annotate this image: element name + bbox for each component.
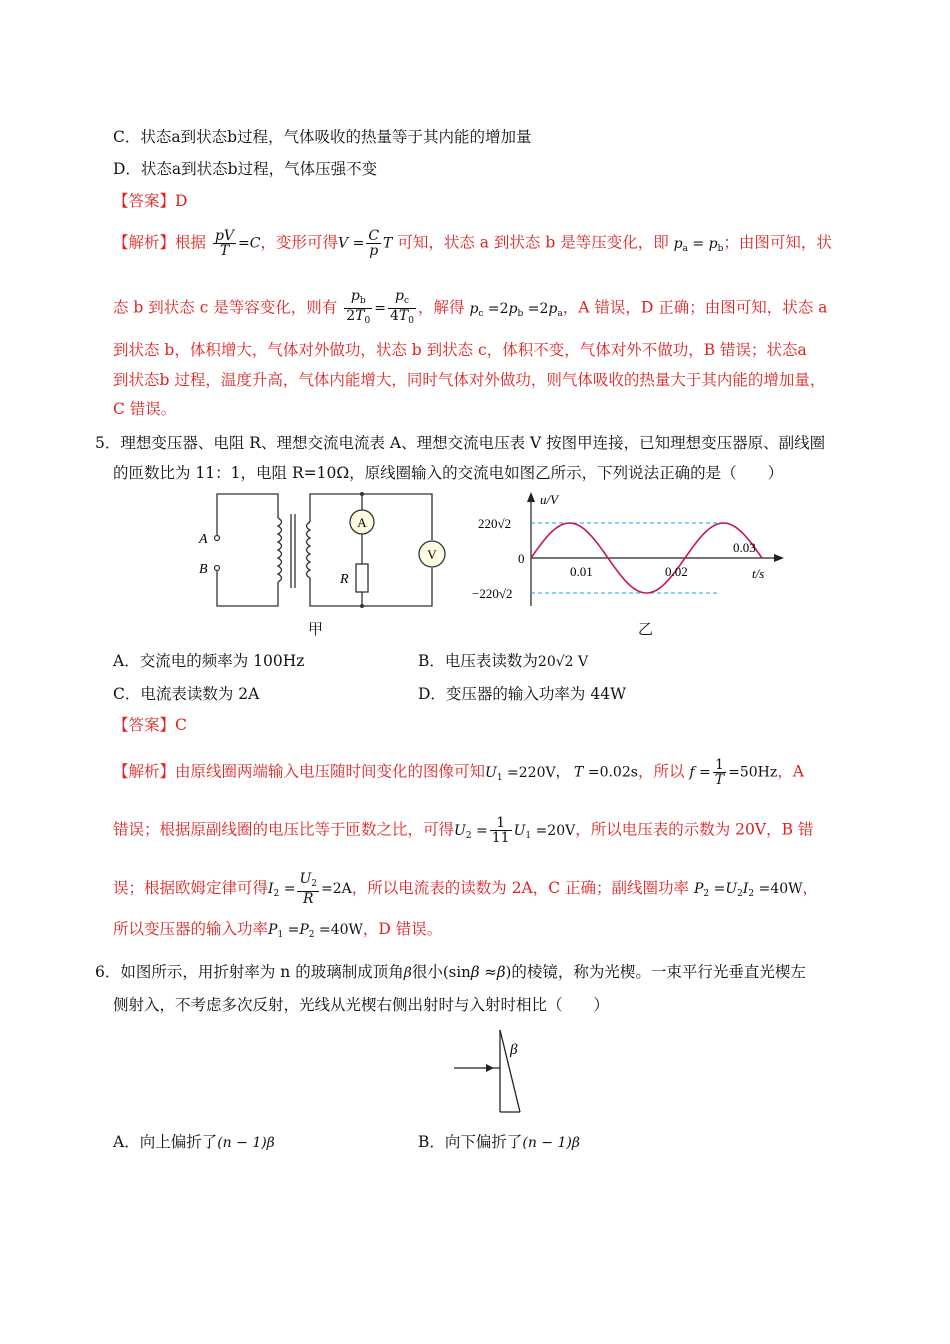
question-number: 6． (95, 963, 121, 981)
q6-stem-line-1: 6．如图所示，用折射率为 n 的玻璃制成顶角β很小(sinβ ≈β)的棱镜，称为光楔。一束平行光垂直光楔左 (95, 963, 806, 981)
y-axis-label: u/V (540, 492, 559, 507)
explanation-label: 【解析】 (113, 762, 176, 781)
q4-explanation-line-3: 到状态 b，体积增大，气体对外做功，状态 b 到状态 c，体积不变，气体对外不做功，B 错误；状态a (113, 341, 807, 359)
text: 根据 (175, 233, 207, 252)
option-b-value: (n − 1)β (522, 1135, 580, 1151)
q4-answer: 【答案】D (113, 192, 188, 210)
text: 误；根据欧姆定律可得 (113, 879, 269, 897)
text: ，所以 (637, 762, 685, 781)
text: ，所以电流表的读数为 2A，C 正确；副线圈功率 (351, 879, 690, 897)
text: ，A 错误，D 正确；由图可知，状态 a (562, 298, 828, 317)
beta-symbol: β (403, 965, 412, 981)
text: ，D 错误。 (362, 920, 443, 938)
text: ，A (777, 762, 804, 781)
text: ， (802, 879, 819, 897)
formula-u2-over-r: $\frac{U_2}{R}$ (299, 871, 318, 907)
q5-stem-line-2: 的匝数比为 11：1，电阻 R=10Ω，原线圈输入的交流电如图乙所示，下列说法正确的是（ ） (113, 464, 784, 482)
formula-pb-over-2t0: $\frac{p_b}{2T_0}$ (346, 288, 371, 326)
y-min-label: −220√2 (472, 586, 513, 601)
q4-option-d: D．状态a到状态b过程，气体压强不变 (113, 160, 378, 178)
q5-explanation-line-4: 所以变压器的输入功率$P_1 =P_2 =40W$，D 错误。 (113, 920, 443, 940)
ammeter-label: A (357, 515, 367, 530)
text: 态 b 到状态 c 是等容变化，则有 (113, 298, 338, 317)
voltage-graph (470, 488, 790, 616)
q6-option-a (113, 1131, 275, 1154)
formula-1-over-11: $\frac{1}{11}$ (491, 815, 510, 846)
terminal-b-label: B (199, 562, 208, 577)
text: 错误；根据原副线圈的电压比等于匝数之比，可得 (113, 820, 455, 839)
voltmeter-label: V (427, 547, 437, 562)
q5-option-b (418, 650, 588, 673)
origin-label: 0 (518, 551, 525, 566)
wedge-angle-label: β (510, 1042, 518, 1058)
optical-wedge-diagram (450, 1026, 540, 1116)
text: ；由图可知，状 (723, 233, 832, 252)
figure-caption-yi: 乙 (638, 620, 654, 638)
text: 如图所示，用折射率为 n 的玻璃制成顶角 (120, 963, 404, 981)
formula-1-over-t: $\frac{1}{T}$ (714, 757, 725, 788)
formula-c-over-p: $\frac{C}{p}$ (368, 228, 380, 259)
q5-explanation-line-3: 误；根据欧姆定律可得$I_2$ = $\frac{U_2}{R}$ =2A，所以电流表的读数为 2A，C 正确；副线圈功率 $P_2 =U_2I_2 =40W$， (113, 871, 819, 907)
text: 可知，状态 a 到状态 b 是等压变化，即 (397, 233, 669, 252)
y-max-label: 220√2 (478, 516, 512, 531)
arrow-icon (486, 1064, 494, 1072)
option-a-value: (n − 1)β (217, 1135, 275, 1151)
text: 理想变压器、电阻 R、理想交流电流表 A、理想交流电压表 V 按图甲连接，已知理想变压器原、副线圈 (120, 434, 826, 452)
tick-label-0-03: 0.03 (733, 540, 756, 555)
x-axis-label: t/s (752, 566, 765, 581)
text: ，解得 (417, 298, 465, 317)
q5-stem-line-1 (95, 432, 825, 454)
q5-answer: 【答案】C (113, 716, 187, 734)
q6-stem-line-2: 侧射入，不考虑多次反射，光线从光楔右侧出射时与入射时相比（ ） (113, 996, 610, 1014)
q5-option-c: C．电流表读数为 2A (113, 685, 260, 703)
q4-explanation-line-5: C 错误。 (113, 400, 177, 418)
text: B．电压表读数为 (418, 652, 538, 670)
resistor-label: R (340, 572, 349, 587)
q4-explanation-line-1: 【解析】根据 $\frac{pV}{T}$ =C，变形可得V = $\frac{C}{p}$ T 可知，状态 a 到状态 b 是等压变化，即 $p_a = p_b$；由图可知，状 (113, 228, 832, 259)
q6-option-b (418, 1131, 580, 1154)
tick-label-0-01: 0.01 (570, 564, 593, 579)
circuit-diagram (190, 488, 450, 636)
q5-explanation-line-2: 错误；根据原副线圈的电压比等于匝数之比，可得$U_2$ = $\frac{1}{11}$ $U_1 =20V$，所以电压表的示数为 20V，B 错 (113, 815, 814, 846)
option-b-value: 20√2 V (537, 654, 589, 670)
explanation-label: 【解析】 (113, 233, 176, 252)
q5-explanation-line-1: 【解析】由原线圈两端输入电压随时间变化的图像可知$U_1 =220V$， T =0.02s，所以 f = $\frac{1}{T}$ =50Hz，A (113, 757, 804, 788)
q4-option-c: C．状态a到状态b过程，气体吸收的热量等于其内能的增加量 (113, 128, 532, 146)
q5-option-a: A．交流电的频率为 100Hz (113, 652, 305, 670)
text: ，所以电压表的示数为 20V，B 错 (575, 820, 814, 839)
formula-pc-over-4t0: $\frac{p_c}{4T_0}$ (389, 288, 414, 326)
text: ，变形可得 (260, 233, 339, 252)
q5-option-d: D．变压器的输入功率为 44W (418, 685, 627, 703)
text: A．向上偏折了 (113, 1133, 218, 1151)
formula-pc-eq-2pb: $p_c =2p_b =2p_a$ (469, 300, 563, 319)
figure-caption-jia: 甲 (308, 620, 324, 638)
text: 的棱镜，称为光楔。一束平行光垂直光楔左 (511, 963, 806, 981)
terminal-a-label: A (199, 532, 208, 547)
formula-pv-over-t: $\frac{pV}{T}$ (214, 228, 235, 259)
text: 所以变压器的输入功率 (113, 920, 269, 938)
text: 很小 (411, 963, 443, 981)
q4-explanation-line-2: 态 b 到状态 c 是等容变化，则有 $\frac{p_b}{2T_0}$ = $\frac{p_c}{4T_0}$ ，解得 $p_c =2p_b =2p_a$，A 错误，D 正确；由图可知，状态 a (113, 288, 828, 326)
text: 由原线圈两端输入电压随时间变化的图像可知 (175, 762, 486, 781)
question-number: 5． (95, 434, 121, 452)
formula-u1: $U_1 =220V$ (485, 764, 556, 783)
q4-explanation-line-4: 到状态b 过程，温度升高，气体内能增大，同时气体对外做功，则气体吸收的热量大于其内能的增加量， (113, 371, 826, 389)
text: B．向下偏折了 (418, 1133, 523, 1151)
tick-label-0-02: 0.02 (665, 564, 688, 579)
formula-pa-eq-pb: $p_a = p_b$ (673, 235, 724, 254)
